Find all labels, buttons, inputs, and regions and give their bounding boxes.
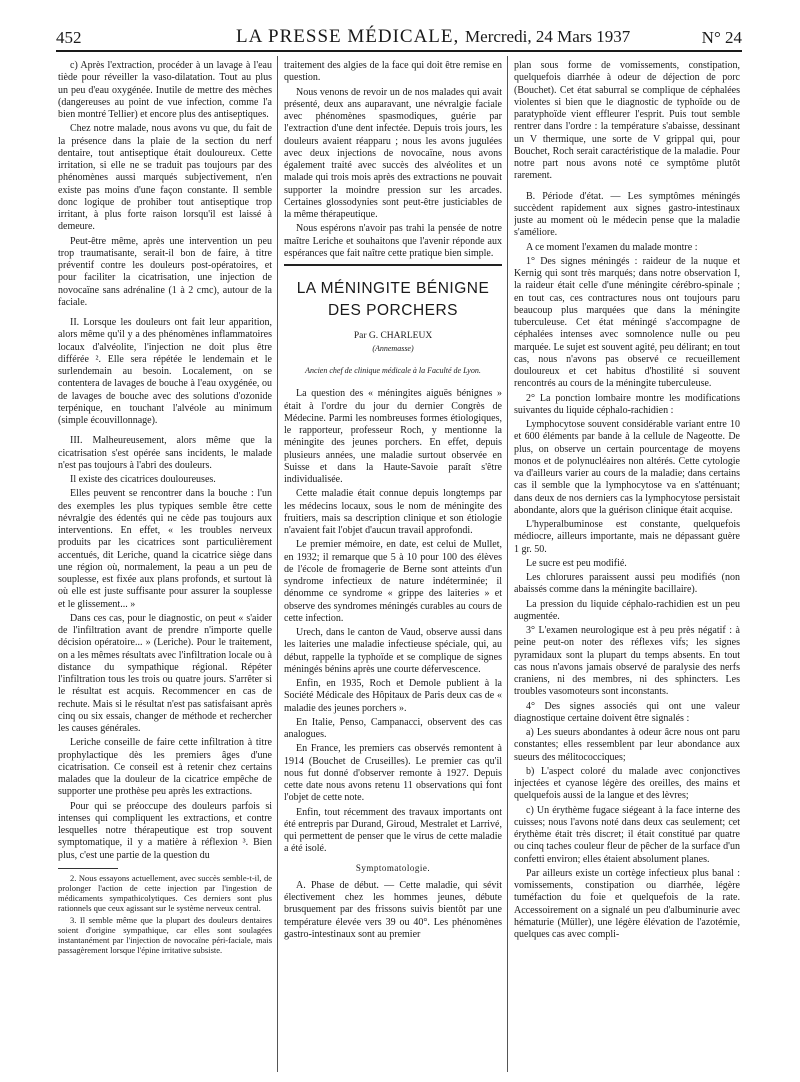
journal-title [236, 26, 630, 48]
paragraph: Pour qui se préoccupe des douleurs parfois si intenses qui compliquent les extractions, et contre lesquelles notre thérapeutique est trop souvent symptomatique, il y a matière à réflexion ³. Bien plus, c'est une partie de la question du [58, 800, 272, 861]
paragraph: Il existe des cicatrices douloureuses. [70, 474, 216, 485]
paragraph: Les chlorures paraissent aussi peu modifiés (non abaissés comme dans la méningite bacillaire). [514, 572, 740, 596]
paragraph: plan sous forme de vomissements, constipation, quelquefois diarrhée à odeur de déjection de porc (Bouchet). Cet état saburral se complique de céphalées violentes si bien que le diagnostic de typhoïde ou de paratyphoïde vient effleurer l'esprit. Puis tout semble rentrer dans l'ordre : la température s'abaisse, dessinant un V thermique, une sorte de V grippal qui, pour Bouchet, Roch serait caractéristique de la maladie. Pour notre part nous avons noté ce symptôme plutôt rarement. [514, 60, 740, 182]
paragraph: Nous espérons n'avoir pas trahi la pensée de notre maître Leriche et souhaitons que l'avenir réponde aux espérances que fait naître cette pratique bien simple. [284, 223, 502, 259]
paragraph: Urech, dans le canton de Vaud, observe aussi dans les laiteries une maladie infectieuse spéciale, qui, au début, rappelle la typhoïde et se complique de signes méningés bénins après une courte défervescence. [284, 627, 502, 675]
paragraph: traitement des algies de la face qui doit être remise en question. [284, 60, 502, 84]
journal-name: LA PRESSE MÉDICALE, [236, 26, 460, 47]
paragraph: Leriche conseille de faire cette infiltration à titre prophylactique dès les premiers âges d'une cicatrisation. Ce conseil est à retenir chez certains malades que la douleur de la cicatrice empêche de supporter une prothèse peu après les extractions. [58, 737, 272, 798]
page-number: 452 [56, 28, 82, 47]
paragraph: 1° Des signes méningés : raideur de la nuque et Kernig qui sont très marqués; dans notre observation I, la raideur était celle d'une méningite cérébro-spinale ; en tout cas, ces contractures nous ont toujours paru beaucoup plus marquées que dans la méningite tuberculeuse. Cet état méningé s'accompagne de céphalées intenses avec somnolence nulle ou peu marquée. Le sujet est souvent agité, peu délirant; en tout cas, nous n'avons pas observé ce recueillement douloureux et cet habitus d'hostilité si souvent rencontrés au cours de la méningite tuberculeuse. [514, 255, 740, 390]
paragraph: Dans ces cas, pour le diagnostic, on peut « s'aider de l'infiltration avant de prendre n'importe quelle décision opératoire... » (Leriche). Pour le traitement, on a les mêmes résultats avec l'infiltration locale ou à distance du sympathique régional. Répéter l'infiltration tous les trois ou quatre jours. S'arrêter si le résultat est acquis. Recommencer en cas de rechute. Mais si le résultat n'est pas satisfaisant après cinq ou six essais, changer de méthode et rechercher les causes générales. [58, 612, 272, 734]
footnote: 2. Nous essayons actuellement, avec succès semble-t-il, de prolonger l'action de cette injection par l'ingestion de médicaments sympathicolytiques. Ces derniers sont plus rationnels que ceux agissant sur le système nerveux central. [58, 872, 272, 913]
paragraph: En Italie, Penso, Campanacci, observent des cas analogues. [284, 716, 502, 740]
paragraph: L'hyperalbuminose est constante, quelquefois médiocre, ailleurs importante, mais ne dépassant guère 1 gr. 50. [514, 519, 740, 555]
paragraph: 2° La ponction lombaire montre les modifications suivantes du liquide céphalo-rachidien : [514, 392, 740, 416]
paragraph: c) Un érythème fugace siégeant à la face interne des cuisses; nous l'avons noté dans deux cas seulement; cet érythème était très discret; il était constitué par quatre ou cinq taches couleur fleur de pêcher de la surface d'un confetti environ; elles étaient absolument planes. [514, 804, 740, 865]
issue-number: N° 24 [701, 28, 742, 47]
article-author: Par G. CHARLEUX [353, 331, 433, 341]
paragraph: Peut-être même, après une intervention un peu trop traumatisante, serait-il bon de faire, à titre préventif contre les douleurs post-opératoires, et pour faciliter la cicatrisation, une injection de novocaïne sans adrénaline (1 à 2 cmc), autour de la faciale. [58, 235, 272, 308]
paragraph: Enfin, en 1935, Roch et Demole publient à la Société Médicale des Hôpitaux de Paris deux cas de « maladie des jeunes porchers ». [284, 678, 502, 714]
paragraph: La question des « méningites aiguës bénignes » était à l'ordre du jour du dernier Congrès de Médecine. Parmi les nombreuses formes étiologiques, le rapporteur, professeur Roch, y mentionne la méningite des jeunes porchers. En effet, depuis plusieurs années, une maladie surtout observée en Suisse et dans la Haute-Savoie paraît s'être individualisée. [284, 388, 502, 485]
paragraph: III. Malheureusement, alors même que la cicatrisation s'est opérée sans incidents, le malade n'est pas toujours à l'abri des douleurs. [58, 435, 272, 471]
paragraph: B. Période d'état. — Les symptômes méningés succèdent rapidement aux signes gastro-intestinaux juste au moment où le médecin pense que la maladie s'améliore. [514, 190, 740, 239]
footnote: 3. Il semble même que la plupart des douleurs dentaires soient d'origine sympathique, car elles sont soulagées instantanément par l'injection de novocaïne péri-faciale, mais passagèrement lorsque l'épine irritative subsiste. [58, 914, 272, 955]
column-2 [284, 60, 502, 1070]
paragraph: Lymphocytose souvent considérable variant entre 10 et 600 éléments par bande à la cellule de Nageotte. De plus, on observe un certain pourcentage de moyens monos et de polynucléaires non altérés. Cette cytologie va d'ailleurs varier au cours de la maladie; dans certains cas il semble que la lymphocytose va en s'atténuant; dans deux de nos derniers cas la lymphocytose persistait abondante, alors que la guérison clinique était acquise. [514, 419, 740, 516]
header-rule [56, 50, 742, 52]
paragraph: Le sucre est peu modifié. [526, 557, 627, 569]
paragraph: Enfin, tout récemment des travaux importants ont été entrepris par Durand, Giroud, Mestralet et Larrivé, qui permettent de penser que le virus de cette maladie a été isolé. [284, 806, 502, 855]
paragraph: a) Les sueurs abondantes à odeur âcre nous ont paru constantes; elles ressemblent par leur abondance aux sueurs des mélitococciques; [514, 727, 740, 763]
paragraph: 4° Des signes associés qui ont une valeur diagnostique certaine doivent être signalés : [514, 700, 740, 724]
paragraph: Cette maladie était connue depuis longtemps par les médecins locaux, sous le nom de méningite des fruitiers, mais sa description clinique et son étiologie n'avaient fait l'objet d'aucun travail approfondi. [284, 488, 502, 536]
paragraph: Par ailleurs existe un cortège infectieux plus banal : vomissements, constipation ou diarrhée, légère tuméfaction du foie et quelquefois de la rate. Accessoirement on a signalé un peu d'albuminurie avec hématurie (Müller), une légère élévation de l'azotémie, quelques cas avec compli- [514, 867, 740, 940]
paragraph: Nous venons de revoir un de nos malades qui avait présenté, deux ans auparavant, une névralgie faciale avec phénomènes spasmodiques, guérie par l'extraction d'une dent infectée. Depuis trois jours, les douleurs avaient réapparu ; nous les avons jugulées avec deux injections de novocaïne, nous avons également traité avec succès des alvéolites et un malade qui trois mois après des extractions ne pouvait supporter la moindre pression sur les arcades. Certaines glossodynies sont peut-être justiciables de la même thérapeutique. [284, 86, 502, 220]
paragraph: Chez notre malade, nous avons vu que, du fait de la présence dans la plaie de la section du nerf dentaire, tout antiseptique était douloureux. Cette irritation, si elle ne se traduit pas toujours par des phénomènes aussi marqués subjectivement, n'en existe pas moins d'une façon constante. Il semble donc logique de prohiber tout antiseptique trop irritant, à plus forte raison lorsqu'il est laissé à demeure. [58, 123, 272, 233]
column-divider [277, 56, 278, 1072]
paragraph: La pression du liquide céphalo-rachidien est un peu augmentée. [514, 598, 740, 622]
column-divider [507, 56, 508, 1072]
column-3 [514, 60, 740, 1070]
article-title: LA MÉNINGITE BÉNIGNE DES PORCHERS [296, 280, 490, 319]
author-city: (Annemasse) [372, 344, 414, 354]
paragraph: c) Après l'extraction, procéder à un lavage à l'eau tiède pour réveiller la vaso-dilatation. Tout au plus un peu d'eau oxygénée. Inutile de mettre des mèches (dangereuses au point de vue infection, comme l'a bien montré Tellier) et encore plus des antiseptiques. [58, 60, 272, 120]
paragraph: Le premier mémoire, en date, est celui de Mullet, en 1932; il remarque que 5 à 10 pour 100 des élèves de l'école de fromagerie de Berne sont atteints d'un syndrome infectieux de nature indéterminée; il dénomme ce syndrome « grippe des laiteries » et observe des syndromes méningés curables au cours de cette infection. [284, 539, 502, 624]
article-separator [284, 264, 502, 266]
column-1 [58, 60, 272, 1070]
page-header [56, 22, 742, 50]
paragraph: 3° L'examen neurologique est à peu près négatif : à peine peut-on noter des réflexes vifs; les signes pyramidaux sont la plupart du temps absents. En tout cas nous n'avons jamais observé de paralysie des nerfs craniens, ni des membres, ni des sphincters. Les troubles vasomoteurs sont inconstants. [514, 625, 740, 698]
paragraph: En France, les premiers cas observés remontent à 1914 (Bouchet de Cruseilles). Le premier cas qu'il nous fut donné d'observer remonte à 1927. Depuis cette date nous avons retenu 11 observations qui font l'objet de cette note. [284, 743, 502, 804]
paragraph: b) L'aspect coloré du malade avec conjonctives injectées et cyanose légère des oreilles, des mains et quelquefois aussi de la langue et des lèvres; [514, 765, 740, 802]
paragraph: II. Lorsque les douleurs ont fait leur apparition, alors même qu'il y a des phénomènes inflammatoires locaux d'alvéolite, l'injection ne doit plus être différée ². Elle sera répétée le lendemain et le surlendemain au besoin. Localement, on se contentera de lavages de bouche à l'eau oxygénée, ou de lavages de bouche avec des solutions d'ozonide terpénique, en touchant l'alvéole au minimum (simple écouvillonnage). [58, 317, 272, 426]
paragraph: A ce moment l'examen du malade montre : [526, 241, 698, 253]
author-affiliation: Ancien chef de clinique médicale à la Faculté de Lyon. [305, 366, 481, 376]
footnote-rule [58, 868, 118, 869]
paragraph: Elles peuvent se rencontrer dans la bouche : l'un des exemples les plus typiques semble être cette névralgie des édentés qui ne cède pas toujours aux interventions. En effet, « les troubles nerveux produits par les cicatrices sont particulièrement accentués, dit Leriche, quand la cicatrice siège dans une région où, normalement, la peau a un peu de souplesse, est fixée aux plans profonds, et surtout là où elle est juste suffisante pour assurer la souplesse et le glissement... » [58, 488, 272, 610]
section-heading: Symptomatologie. [355, 862, 431, 873]
paragraph: A. Phase de début. — Cette maladie, qui sévit électivement chez les hommes jeunes, débute brusquement par des frissons suivis bientôt par une température élevée vers 39 ou 40°. Les phénomènes gastro-intestinaux sont au premier [284, 879, 502, 940]
issue-date: Mercredi, 24 Mars 1937 [465, 27, 631, 46]
